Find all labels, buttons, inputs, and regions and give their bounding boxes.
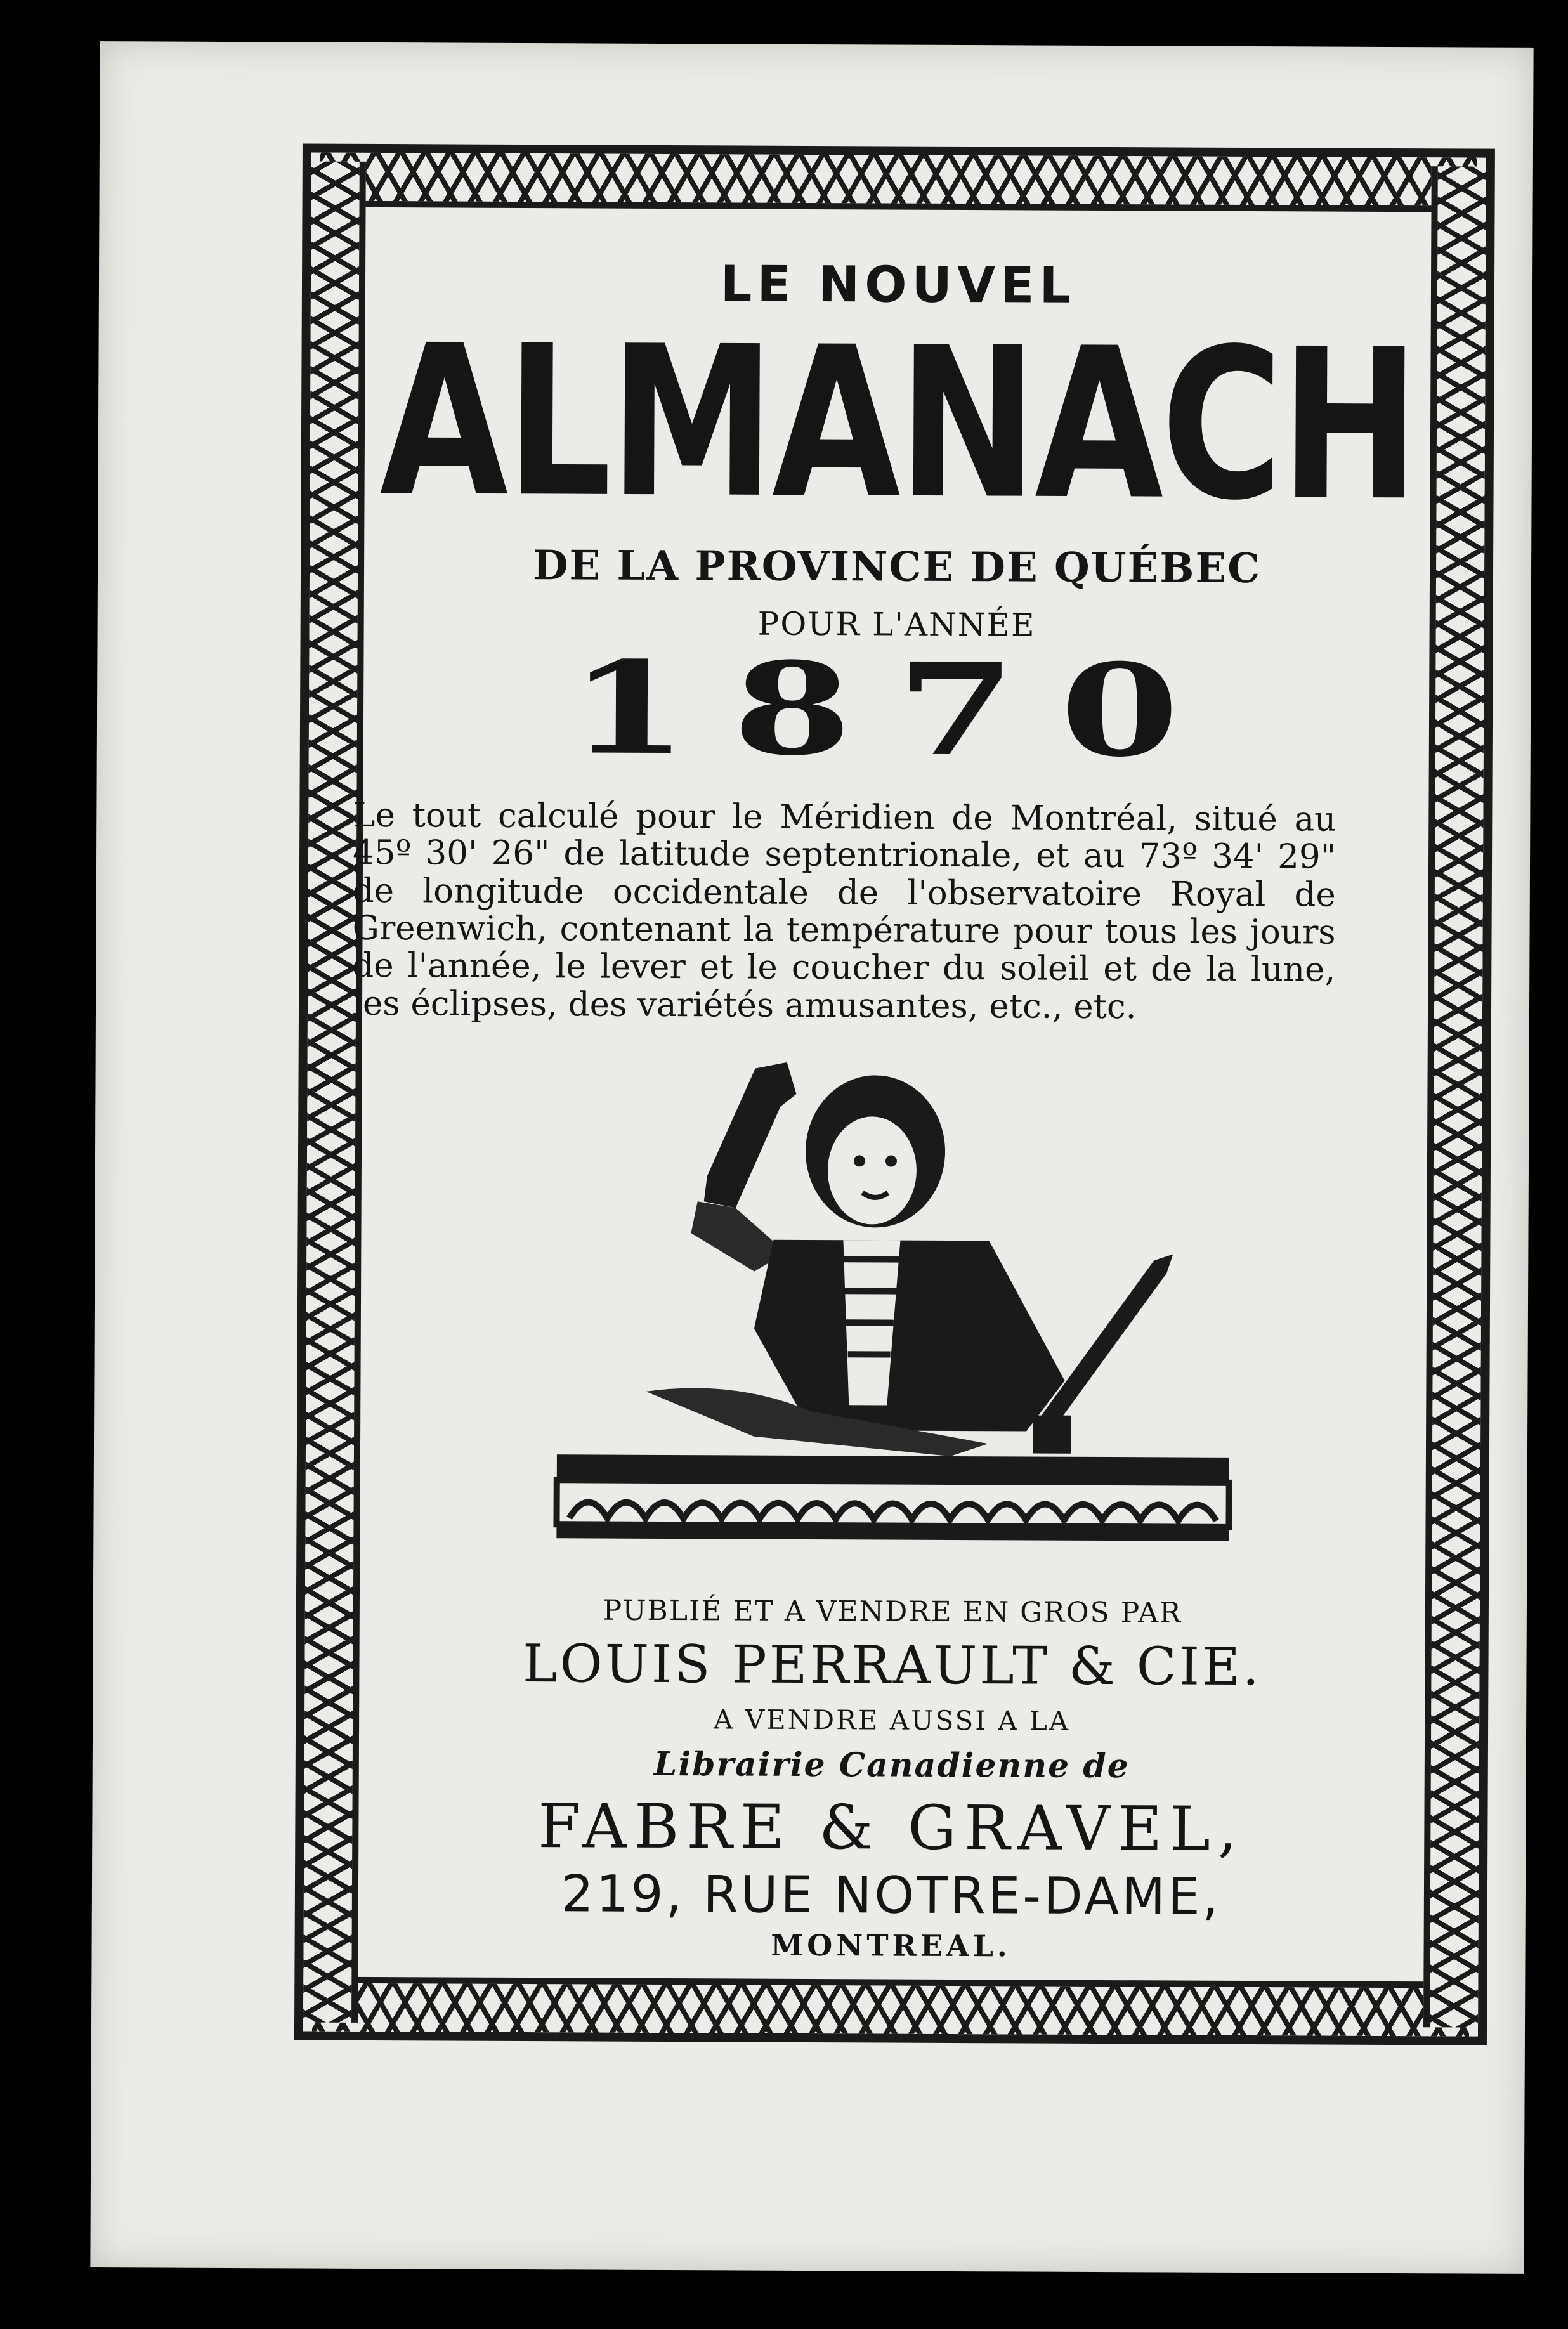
street-address: 219, RUE NOTRE-DAME, xyxy=(561,1864,1222,1926)
pre-title: LE NOUVEL xyxy=(720,256,1076,315)
city: MONTREAL. xyxy=(771,1928,1011,1964)
description-paragraph: Le tout calculé pour le Méridien de Montréal, situé au 45º 30' 26" de latitude septentrionale, et au 73º 34' 29" de longitude occidentale de l'observatoire Royal de Greenwich, contenant la température pour tous les jours de l'année, le lever et le coucher du soleil et de la lune, les éclipses, des variétés amusantes, etc., etc. xyxy=(351,795,1336,1027)
almanac-cover-page xyxy=(90,41,1533,2274)
border-left xyxy=(303,162,366,2023)
ornamental-chain-border xyxy=(294,143,1495,2045)
writer-engraving-image xyxy=(544,1048,1243,1559)
main-title: ALMANACH xyxy=(379,300,1418,547)
border-top xyxy=(320,153,1477,212)
coat xyxy=(754,1240,1065,1432)
publisher-name: LOUIS PERRAULT & CIE. xyxy=(522,1634,1262,1698)
also-sold-line: A VENDRE AUSSI A LA xyxy=(713,1704,1071,1737)
pour-annee: POUR L'ANNÉE xyxy=(757,605,1036,644)
bookseller-name: FABRE & GRAVEL, xyxy=(538,1791,1245,1865)
quill xyxy=(1039,1254,1173,1432)
published-by-line: PUBLIÉ ET A VENDRE EN GROS PAR xyxy=(603,1594,1182,1629)
librairie-line: Librairie Canadienne de xyxy=(653,1745,1130,1786)
subtitle: DE LA PROVINCE DE QUÉBEC xyxy=(532,542,1262,593)
raised-arm xyxy=(704,1062,797,1208)
border-bottom xyxy=(312,1977,1469,2037)
border-right xyxy=(1423,166,1486,2027)
cover-content xyxy=(351,223,1418,1966)
year: 1870 xyxy=(568,634,1224,786)
